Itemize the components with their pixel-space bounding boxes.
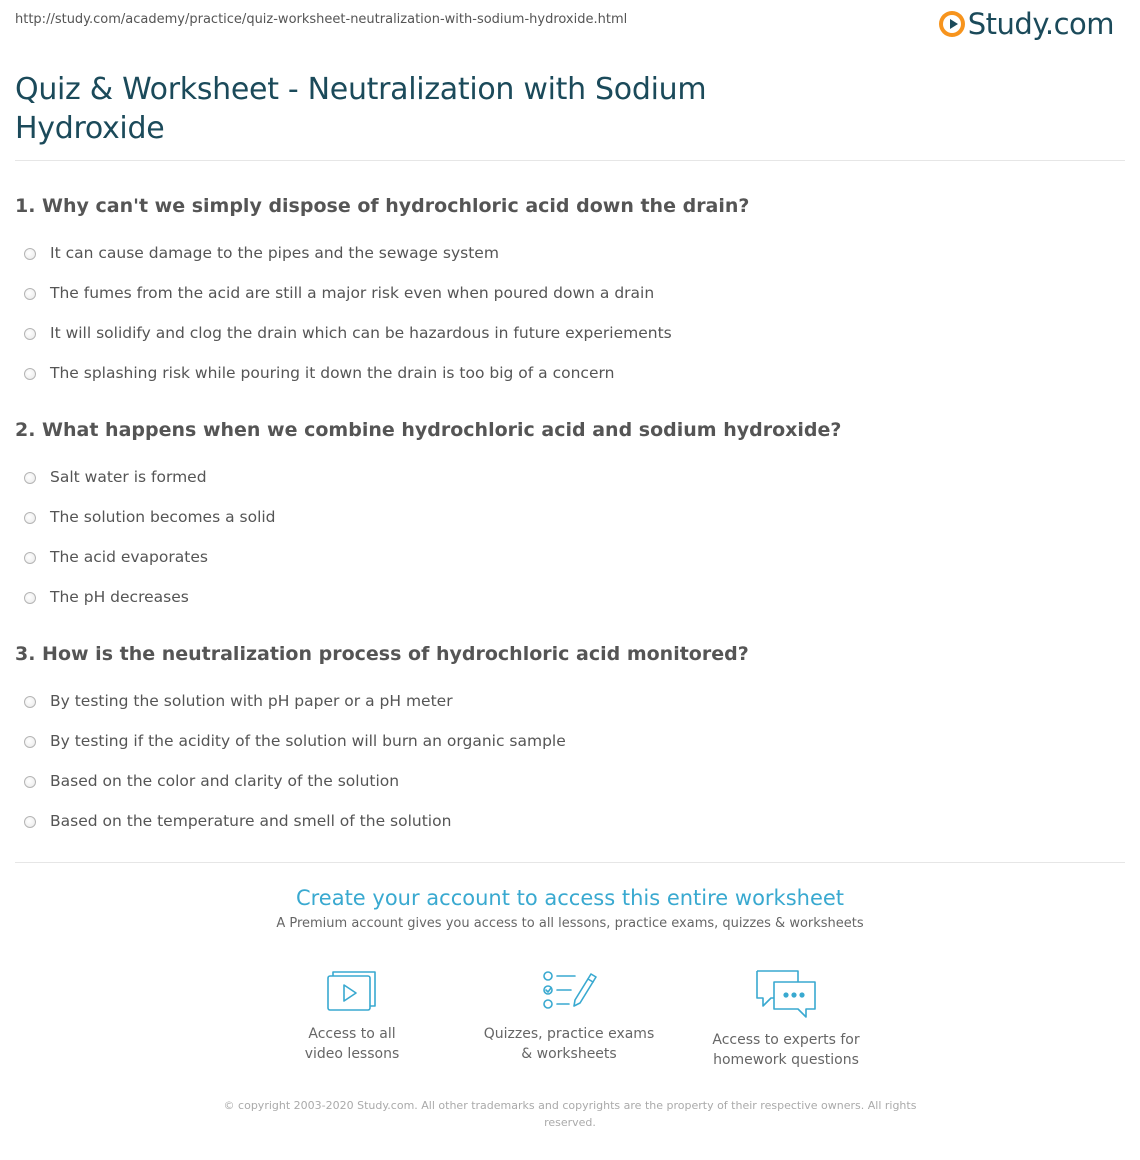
answer-option[interactable] bbox=[15, 233, 749, 273]
answer-option[interactable] bbox=[15, 497, 841, 537]
answer-option[interactable] bbox=[15, 801, 749, 841]
radio-button[interactable] bbox=[24, 552, 36, 564]
question-text: 3. How is the neutralization process of hydrochloric acid monitored? bbox=[15, 643, 749, 665]
answer-label: Based on the temperature and smell of the solution bbox=[50, 812, 452, 830]
cta-title-link[interactable]: Create your account to access this entire worksheet bbox=[295, 886, 845, 910]
answer-options bbox=[15, 681, 749, 841]
divider-top bbox=[15, 160, 1125, 161]
radio-button[interactable] bbox=[24, 288, 36, 300]
page-title: Quiz & Worksheet - Neutralization with Sodium Hydroxide bbox=[15, 72, 707, 146]
premium-cta bbox=[0, 886, 1140, 931]
answer-label: It can cause damage to the pipes and the sewage system bbox=[50, 244, 499, 262]
radio-button[interactable] bbox=[24, 776, 36, 788]
radio-button[interactable] bbox=[24, 368, 36, 380]
study-logo-icon bbox=[939, 11, 965, 37]
answer-option[interactable] bbox=[15, 681, 749, 721]
answer-label: By testing if the acidity of the solution will burn an organic sample bbox=[50, 732, 566, 750]
video-lessons-icon bbox=[324, 968, 380, 1014]
answer-option[interactable] bbox=[15, 353, 749, 393]
radio-button[interactable] bbox=[24, 592, 36, 604]
question-text: 1. Why can't we simply dispose of hydrochloric acid down the drain? bbox=[15, 195, 750, 217]
feature-label: Quizzes, practice exams & worksheets bbox=[483, 1026, 655, 1062]
answer-options bbox=[15, 233, 749, 393]
answer-label: The acid evaporates bbox=[50, 548, 208, 566]
divider-bottom bbox=[15, 862, 1125, 863]
quiz-checklist-icon bbox=[541, 968, 597, 1014]
answer-option[interactable] bbox=[15, 761, 749, 801]
feature-experts bbox=[691, 968, 881, 1070]
radio-button[interactable] bbox=[24, 736, 36, 748]
answer-label: The solution becomes a solid bbox=[50, 508, 276, 526]
answer-label: Based on the color and clarity of the solution bbox=[50, 772, 400, 790]
study-logo[interactable] bbox=[939, 6, 1114, 42]
radio-button[interactable] bbox=[24, 696, 36, 708]
question-1 bbox=[15, 194, 749, 393]
answer-option[interactable] bbox=[15, 313, 749, 353]
radio-button[interactable] bbox=[24, 328, 36, 340]
feature-video-lessons bbox=[257, 968, 447, 1064]
answer-label: Salt water is formed bbox=[50, 468, 207, 486]
answer-option[interactable] bbox=[15, 577, 841, 617]
question-text: 2. What happens when we combine hydrochloric acid and sodium hydroxide? bbox=[15, 419, 842, 441]
page-url: http://study.com/academy/practice/quiz-worksheet-neutralization-with-sodium-hydroxide.html bbox=[15, 12, 628, 27]
feature-quizzes bbox=[474, 968, 664, 1064]
cta-subtitle: A Premium account gives you access to all lessons, practice exams, quizzes & worksheets bbox=[276, 916, 864, 931]
feature-label: Access to experts for homework questions bbox=[712, 1032, 860, 1068]
radio-button[interactable] bbox=[24, 248, 36, 260]
copyright-notice: © copyright 2003-2020 Study.com. All other trademarks and copyrights are the property of their respective owners. All rights reserved. bbox=[223, 1099, 917, 1129]
radio-button[interactable] bbox=[24, 472, 36, 484]
answer-label: By testing the solution with pH paper or a pH meter bbox=[50, 692, 453, 710]
answer-option[interactable] bbox=[15, 457, 841, 497]
logo-text: Study.com bbox=[967, 7, 1114, 41]
answer-label: It will solidify and clog the drain which can be hazardous in future experiements bbox=[50, 324, 672, 342]
answer-option[interactable] bbox=[15, 721, 749, 761]
answer-options bbox=[15, 457, 841, 617]
question-3 bbox=[15, 642, 749, 841]
chat-bubbles-icon bbox=[754, 968, 818, 1020]
answer-label: The pH decreases bbox=[50, 588, 189, 606]
feature-label: Access to all video lessons bbox=[304, 1026, 400, 1062]
answer-label: The fumes from the acid are still a major risk even when poured down a drain bbox=[50, 284, 655, 302]
radio-button[interactable] bbox=[24, 816, 36, 828]
radio-button[interactable] bbox=[24, 512, 36, 524]
answer-label: The splashing risk while pouring it down the drain is too big of a concern bbox=[50, 364, 615, 382]
question-2 bbox=[15, 418, 841, 617]
answer-option[interactable] bbox=[15, 537, 841, 577]
answer-option[interactable] bbox=[15, 273, 749, 313]
